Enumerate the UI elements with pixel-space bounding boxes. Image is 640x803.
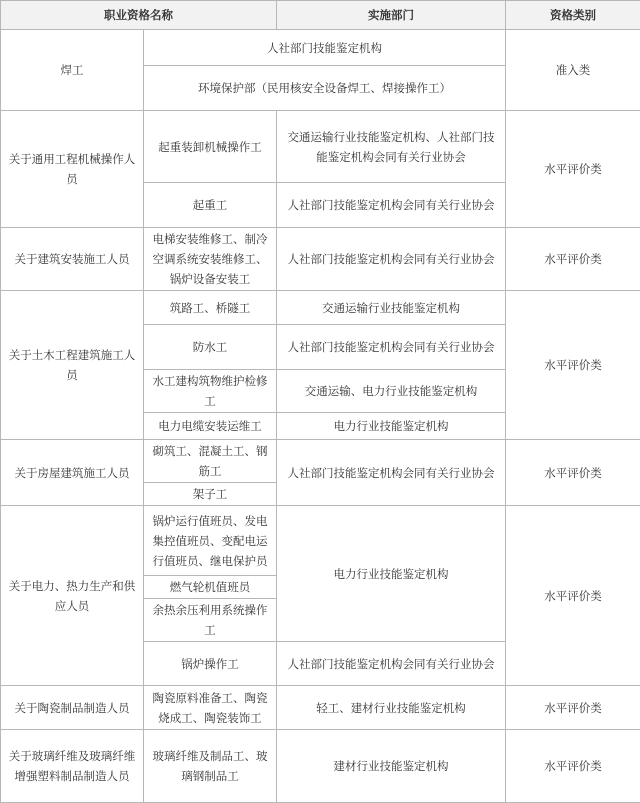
civil-type: 水平评价类 (506, 291, 640, 440)
machinery-type: 水平评价类 (506, 111, 640, 228)
housing-name: 关于房屋建筑施工人员 (1, 440, 144, 506)
ceramic-sub-1: 陶瓷原料准备工、陶瓷烧成工、陶瓷装饰工 (144, 686, 277, 730)
housing-sub-1: 砌筑工、混凝土工、钢筋工 (144, 440, 277, 483)
civil-sub-3: 水工建构筑物维护检修工 (144, 370, 277, 413)
install-type: 水平评价类 (506, 228, 640, 291)
housing-sub-2: 架子工 (144, 483, 277, 506)
welding-dept-1: 人社部门技能鉴定机构 (144, 30, 506, 66)
power-type: 水平评价类 (506, 506, 640, 686)
ceramic-type: 水平评价类 (506, 686, 640, 730)
power-dept-1: 电力行业技能鉴定机构 (277, 506, 506, 642)
welding-name: 焊工 (1, 30, 144, 111)
install-dept-1: 人社部门技能鉴定机构会同有关行业协会 (277, 228, 506, 291)
machinery-name: 关于通用工程机械操作人员 (1, 111, 144, 228)
power-dept-2: 人社部门技能鉴定机构会同有关行业协会 (277, 642, 506, 686)
install-sub-1: 电梯安装维修工、制冷空调系统安装维修工、锅炉设备安装工 (144, 228, 277, 291)
machinery-dept-2: 人社部门技能鉴定机构会同有关行业协会 (277, 183, 506, 228)
table-row (1, 730, 640, 803)
ceramic-dept-1: 轻工、建材行业技能鉴定机构 (277, 686, 506, 730)
table-row (1, 291, 640, 325)
civil-sub-4: 电力电缆安装运维工 (144, 413, 277, 440)
install-name: 关于建筑安装施工人员 (1, 228, 144, 291)
civil-name: 关于土木工程建筑施工人员 (1, 291, 144, 440)
header-row (1, 1, 640, 30)
table-row (1, 30, 640, 66)
table-row (1, 506, 640, 576)
table-row (1, 440, 640, 483)
housing-type: 水平评价类 (506, 440, 640, 506)
housing-dept-1: 人社部门技能鉴定机构会同有关行业协会 (277, 440, 506, 506)
ceramic-name: 关于陶瓷制品制造人员 (1, 686, 144, 730)
civil-dept-3: 交通运输、电力行业技能鉴定机构 (277, 370, 506, 413)
table-row (1, 686, 640, 730)
table-row (1, 228, 640, 291)
glass-dept-1: 建材行业技能鉴定机构 (277, 730, 506, 803)
power-sub-4: 锅炉操作工 (144, 642, 277, 686)
header-dept: 实施部门 (277, 1, 506, 30)
header-type: 资格类别 (506, 1, 640, 30)
glass-name: 关于玻璃纤维及玻璃纤维增强塑料制品制造人员 (1, 730, 144, 803)
power-sub-2: 燃气轮机值班员 (144, 576, 277, 599)
machinery-dept-1: 交通运输行业技能鉴定机构、人社部门技能鉴定机构会同有关行业协会 (277, 111, 506, 183)
machinery-sub-1: 起重装卸机械操作工 (144, 111, 277, 183)
power-name: 关于电力、热力生产和供应人员 (1, 506, 144, 686)
glass-sub-1: 玻璃纤维及制品工、玻璃钢制品工 (144, 730, 277, 803)
glass-type: 水平评价类 (506, 730, 640, 803)
table-row (1, 111, 640, 183)
civil-sub-2: 防水工 (144, 325, 277, 370)
civil-dept-2: 人社部门技能鉴定机构会同有关行业协会 (277, 325, 506, 370)
civil-dept-4: 电力行业技能鉴定机构 (277, 413, 506, 440)
civil-sub-1: 筑路工、桥隧工 (144, 291, 277, 325)
civil-dept-1: 交通运输行业技能鉴定机构 (277, 291, 506, 325)
header-name: 职业资格名称 (1, 1, 277, 30)
welding-dept-2: 环境保护部（民用核安全设备焊工、焊接操作工） (144, 66, 506, 111)
power-sub-1: 锅炉运行值班员、发电集控值班员、变配电运行值班员、继电保护员 (144, 506, 277, 576)
power-sub-3: 余热余压利用系统操作工 (144, 599, 277, 642)
welding-type: 准入类 (506, 30, 640, 111)
machinery-sub-2: 起重工 (144, 183, 277, 228)
